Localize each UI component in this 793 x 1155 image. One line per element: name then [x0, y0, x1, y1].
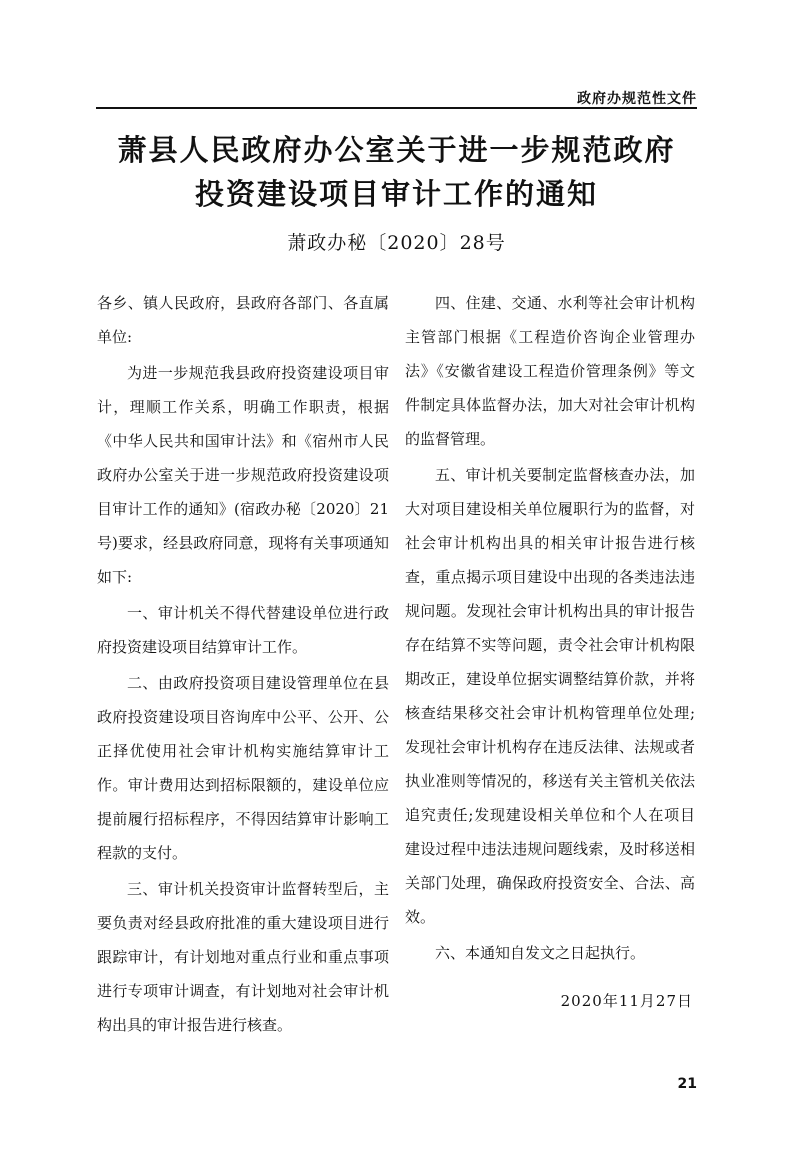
title-line-1: 萧县人民政府办公室关于进一步规范政府 — [117, 133, 676, 167]
item-4-paragraph: 四、住建、交通、水利等社会审计机构主管部门根据《工程造价咨询企业管理办法》《安徽省建设工程造价管理条例》等文件制定具体监督办法，加大对社会审计机构的监督管理。 — [405, 294, 695, 448]
item-2-paragraph: 二、由政府投资项目建设管理单位在县政府投资建设项目咨询库中公平、公开、公正择优使用社会审计机构实施结算审计工作。审计费用达到招标限额的，建设单位应提前履行招标程序，不得因结算审计影响工程款的支付。 — [97, 674, 389, 862]
item-3-paragraph: 三、审计机关投资审计监督转型后，主要负责对经县政府批准的重大建设项目进行跟踪审计，有计划地对重点行业和重点事项进行专项审计调查，有计划地对社会审计机构出具的审计报告进行核查。 — [97, 880, 389, 1034]
item-1-paragraph: 一、审计机关不得代替建设单位进行政府投资建设项目结算审计工作。 — [97, 604, 389, 656]
page-number: 21 — [677, 1076, 697, 1092]
right-column — [405, 286, 695, 972]
document-number: 萧政办秘〔2020〕28号 — [287, 232, 506, 254]
addressee: 各乡、镇人民政府，县政府各部门、各直属单位: — [97, 294, 389, 346]
intro-paragraph: 为进一步规范我县政府投资建设项目审计，理顺工作关系，明确工作职责，根据《中华人民共和国审计法》和《宿州市人民政府办公室关于进一步规范政府投资建设项目审计工作的通知》(宿政办秘〔2020〕21号)要求，经县政府同意，现将有关事项通知如下: — [97, 364, 389, 586]
item-6-paragraph: 六、本通知自发文之日起执行。 — [435, 944, 646, 962]
issue-date: 2020年11月27日 — [560, 992, 693, 1010]
title-line-2: 投资建设项目审计工作的通知 — [194, 177, 598, 211]
item-5-paragraph: 五、审计机关要制定监督核查办法，加大对项目建设相关单位履职行为的监督，对社会审计机构出具的相关审计报告进行核查，重点揭示项目建设中出现的各类违法违规问题。发现社会审计机构出具的审计报告存在结算不实等问题，责令社会审计机构限期改正，建设单位据实调整结算价款，并将核查结果移交社会审计机构管理单位处理;发现社会审计机构存在违反法律、法规或者执业准则等情况的，移送有关主管机关依法追究责任;发现建设相关单位和个人在项目建设过程中违法违规问题线索，及时移送相关部门处理，确保政府投资安全、合法、高效。 — [405, 466, 695, 926]
header-rule — [96, 107, 697, 109]
document-title — [60, 128, 733, 216]
left-column — [97, 286, 389, 1044]
header-label: 政府办规范性文件 — [577, 91, 697, 107]
